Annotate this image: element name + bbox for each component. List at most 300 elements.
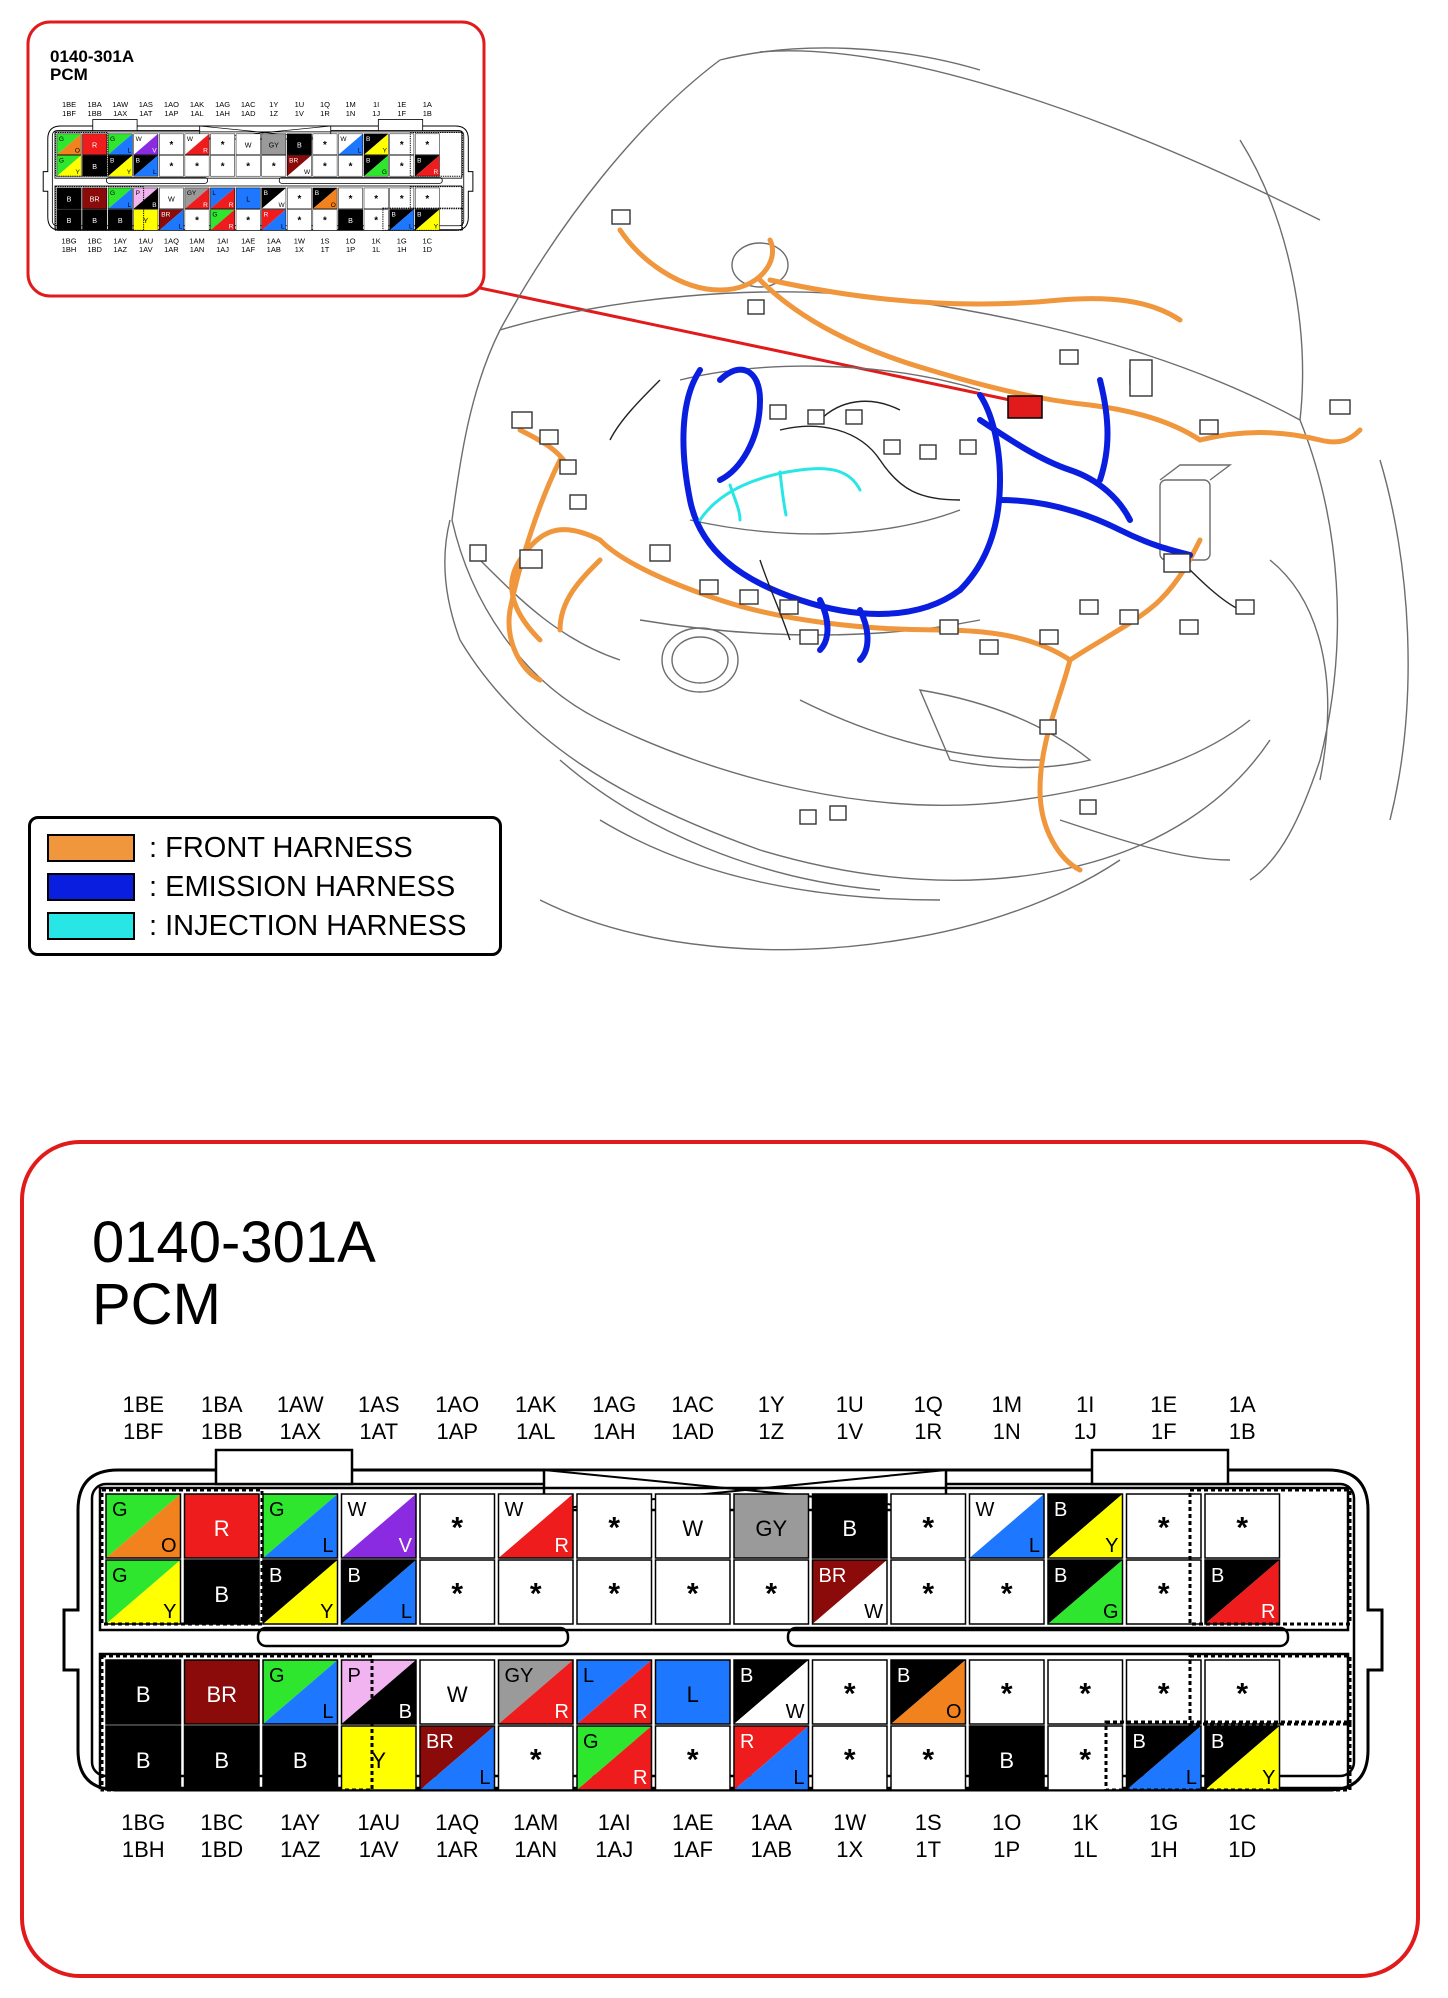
pin-star: * <box>1236 1511 1249 1545</box>
pin-cell <box>656 1660 731 1724</box>
pin-number-bottom: 1AV <box>139 245 153 255</box>
vehicle-outline <box>445 48 1408 950</box>
pin-stripe-label: B <box>152 201 157 209</box>
pin-number-top: 1V <box>836 1419 864 1444</box>
pin-number-top: 1Q <box>913 1392 943 1417</box>
pin-star: * <box>169 140 174 152</box>
pin-number-top: 1BE <box>61 100 77 110</box>
pin-number-bottom: 1AV <box>358 1837 399 1862</box>
pin-star: * <box>323 161 327 173</box>
pin-cell <box>185 1494 260 1558</box>
pin-star: * <box>220 140 225 152</box>
pin-main-label: G <box>269 1665 285 1687</box>
pin-color-label: L <box>246 195 251 204</box>
pin-number-bottom: 1AI <box>597 1810 631 1835</box>
legend-label-injection: : INJECTION HARNESS <box>149 909 467 942</box>
pin-number-bottom: 1D <box>1228 1837 1257 1862</box>
pin-main-label: BR <box>426 1731 454 1753</box>
pin-color-label: B <box>214 1582 230 1608</box>
pin-star: * <box>220 161 225 173</box>
pin-star: * <box>922 1577 935 1611</box>
pin-number-bottom: 1T <box>320 245 330 255</box>
pin-cell <box>108 188 132 209</box>
pin-cell <box>210 188 234 209</box>
pin-cell <box>499 1560 574 1624</box>
pin-stripe-label: R <box>554 1535 569 1557</box>
pin-cell <box>364 134 388 155</box>
pin-color-label: GY <box>755 1516 788 1542</box>
pin-number-top: 1AT <box>359 1419 399 1444</box>
pin-cell <box>159 188 183 209</box>
pin-color-label: B <box>117 217 123 226</box>
pin-number-bottom: 1O <box>345 236 356 246</box>
pin-cell <box>734 1660 809 1724</box>
pin-number-bottom: 1T <box>915 1837 942 1862</box>
pin-cell <box>134 188 158 209</box>
pin-number-bottom: 1AF <box>241 245 256 255</box>
pin-stripe-label: O <box>74 147 80 155</box>
pin-cell <box>813 1494 888 1558</box>
pin-cell <box>236 209 260 230</box>
pin-main-label: B <box>347 1565 361 1587</box>
pin-number-top: 1F <box>1150 1419 1177 1444</box>
pin-stripe-label: R <box>633 1701 648 1723</box>
pin-star: * <box>922 1511 935 1545</box>
pin-number-top: 1Y <box>757 1392 785 1417</box>
pin-cell <box>1048 1660 1123 1724</box>
latch-right <box>378 119 422 130</box>
pin-cell <box>108 155 132 176</box>
pin-cell <box>108 134 132 155</box>
pin-cell <box>970 1660 1045 1724</box>
pin-cell <box>106 1494 181 1558</box>
pin-number-top: 1AW <box>112 100 129 110</box>
pin-number-bottom: 1AR <box>164 245 179 255</box>
pin-stripe-label: Y <box>1105 1535 1119 1557</box>
pin-cell <box>1205 1660 1280 1724</box>
pin-number-bottom: 1AI <box>216 236 229 246</box>
pin-number-top: 1Y <box>269 100 279 110</box>
pin-number-top: 1J <box>372 108 381 118</box>
pin-cell <box>57 188 81 209</box>
pin-cell <box>891 1494 966 1558</box>
pin-number-bottom: 1BC <box>87 236 102 246</box>
pin-number-top: 1E <box>1150 1392 1178 1417</box>
pin-color-label: B <box>92 217 98 226</box>
pin-cell <box>577 1560 652 1624</box>
pin-number-bottom: 1L <box>1073 1837 1098 1862</box>
pin-number-bottom: 1BG <box>61 236 77 246</box>
pin-main-label: BR <box>818 1565 847 1587</box>
pin-number-bottom: 1H <box>396 245 407 255</box>
pin-cell <box>415 188 439 209</box>
pin-star: * <box>922 1743 935 1777</box>
pin-number-top: 1F <box>397 108 407 118</box>
pin-stripe-label: Y <box>163 1601 177 1623</box>
pin-main-label: R <box>263 211 269 219</box>
pin-star: * <box>451 1577 464 1611</box>
pin-number-top: 1AK <box>514 1392 557 1417</box>
pin-number-top: 1BE <box>122 1392 165 1417</box>
pin-number-top: 1BF <box>123 1419 164 1444</box>
pin-color-label: B <box>292 1748 308 1774</box>
pin-cell <box>262 134 286 155</box>
pin-cell <box>287 209 311 230</box>
pin-cell <box>287 155 311 176</box>
pin-number-bottom: 1S <box>914 1810 942 1835</box>
pin-number-top: 1M <box>991 1392 1023 1417</box>
pin-stripe-label: O <box>330 201 336 209</box>
pin-cell <box>1205 1560 1280 1624</box>
pin-number-bottom: 1AA <box>266 236 281 246</box>
pin-number-bottom: 1AU <box>138 236 154 246</box>
pin-number-top: 1AC <box>671 1392 715 1417</box>
pin-cell <box>263 1726 338 1790</box>
pin-main-label: B <box>365 135 371 143</box>
pin-cell <box>313 188 337 209</box>
pin-cell <box>364 188 388 209</box>
pin-cell <box>263 1494 338 1558</box>
pin-cell <box>342 1726 417 1790</box>
pin-number-top: 1A <box>1228 1392 1256 1417</box>
pin-number-top: 1BF <box>62 108 76 118</box>
pin-cell <box>210 209 234 230</box>
pin-star: * <box>374 215 379 227</box>
pin-number-top: 1I <box>373 100 380 110</box>
legend-item-front <box>47 833 413 863</box>
pin-star: * <box>374 194 379 206</box>
pin-cell <box>1205 1494 1280 1558</box>
pin-star: * <box>399 140 404 152</box>
pin-cell <box>313 209 337 230</box>
pin-number-top: 1AP <box>436 1419 479 1444</box>
pin-main-label: W <box>975 1499 995 1521</box>
pin-number-bottom: 1C <box>422 236 433 246</box>
pin-main-label: L <box>583 1665 595 1687</box>
pin-star: * <box>1157 1577 1170 1611</box>
pin-cell <box>236 155 260 176</box>
pin-star: * <box>1000 1677 1013 1711</box>
pin-stripe-label: R <box>554 1701 569 1723</box>
pin-main-label: B <box>1132 1731 1146 1753</box>
pcm-location-marker <box>1008 396 1042 418</box>
pin-stripe-label: Y <box>433 223 439 231</box>
connector-name: PCM <box>92 1272 221 1337</box>
pin-cell <box>734 1560 809 1624</box>
pin-star: * <box>399 161 404 173</box>
pin-cell <box>891 1726 966 1790</box>
pin-cell <box>734 1726 809 1790</box>
pin-cell <box>134 134 158 155</box>
pin-stripe-label: L <box>127 201 132 209</box>
pin-number-top: 1BB <box>87 108 102 118</box>
inset-connector-name: PCM <box>50 65 88 84</box>
pin-number-top: 1U <box>294 100 305 110</box>
pin-star: * <box>297 215 302 227</box>
pin-cell <box>185 209 209 230</box>
pin-color-label: W <box>168 195 175 204</box>
pin-number-top: 1E <box>397 100 407 110</box>
pin-star: * <box>686 1577 699 1611</box>
pin-main-label: B <box>314 190 320 198</box>
pin-cell <box>185 134 209 155</box>
pin-color-label: B <box>296 141 302 150</box>
pin-color-label: B <box>92 163 98 172</box>
pin-cell <box>970 1494 1045 1558</box>
emission-harness-swatch <box>47 873 135 901</box>
pin-number-top: 1R <box>914 1419 943 1444</box>
pin-stripe-label: O <box>160 1535 177 1557</box>
pin-number-top: 1AC <box>240 100 256 110</box>
pin-cell <box>57 134 81 155</box>
pin-stripe-label: G <box>381 169 387 177</box>
pin-number-top: 1AS <box>357 1392 400 1417</box>
pin-main-label: G <box>110 135 116 143</box>
pin-color-label: GY <box>268 141 279 150</box>
pin-cell <box>57 209 81 230</box>
pin-cell <box>342 1660 417 1724</box>
pin-number-top: 1U <box>835 1392 864 1417</box>
pin-main-label: B <box>110 157 115 165</box>
pin-cell <box>82 134 106 155</box>
pin-main-label: B <box>365 157 371 165</box>
pin-star: * <box>1000 1577 1013 1611</box>
pin-stripe-label: Y <box>1262 1767 1276 1789</box>
pin-stripe-label: R <box>1261 1601 1276 1623</box>
pin-stripe-label: V <box>152 147 157 155</box>
pin-cell <box>891 1660 966 1724</box>
pin-number-bottom: 1K <box>371 236 381 246</box>
pin-star: * <box>169 161 174 173</box>
pin-cell <box>577 1660 652 1724</box>
injection-harness-swatch <box>47 912 135 940</box>
pin-star: * <box>348 161 353 173</box>
pin-star: * <box>425 194 430 206</box>
pin-main-label: G <box>583 1731 599 1753</box>
pin-number-top: 1BA <box>200 1392 243 1417</box>
pin-number-bottom: 1BD <box>200 1837 244 1862</box>
pin-stripe-label: L <box>153 169 157 177</box>
pin-main-label: R <box>740 1731 755 1753</box>
pin-cell <box>656 1560 731 1624</box>
pin-stripe-label: Y <box>75 169 80 177</box>
pin-number-bottom: 1AY <box>280 1810 321 1835</box>
pin-main-label: B <box>1211 1731 1225 1753</box>
pin-number-top: 1AW <box>276 1392 324 1417</box>
pin-color-label: R <box>92 141 98 150</box>
pin-star: * <box>843 1677 856 1711</box>
pin-stripe-label: Y <box>126 169 132 177</box>
pin-stripe-label: L <box>178 223 183 231</box>
pin-color-label: R <box>213 1516 230 1542</box>
pin-cell <box>106 1660 181 1724</box>
pin-main-label: B <box>269 1565 283 1587</box>
pin-star: * <box>271 161 276 173</box>
pin-cell <box>159 209 183 230</box>
pin-number-top: 1B <box>422 108 432 118</box>
pin-cell <box>106 1560 181 1624</box>
pin-star: * <box>529 1577 542 1611</box>
pin-number-bottom: 1AF <box>672 1837 713 1862</box>
latch-left <box>93 119 137 130</box>
pin-number-bottom: 1G <box>1149 1810 1179 1835</box>
pin-color-label: Y <box>371 1748 387 1774</box>
pin-star: * <box>246 161 251 173</box>
pin-stripe-label: R <box>203 201 208 209</box>
pin-cell <box>342 1494 417 1558</box>
pin-main-label: GY <box>504 1665 534 1687</box>
pin-cell <box>134 209 158 230</box>
pin-number-top: 1Z <box>269 108 279 118</box>
pin-star: * <box>686 1743 699 1777</box>
pin-cell <box>287 188 311 209</box>
pin-number-top: 1A <box>422 100 432 110</box>
pin-cell <box>82 209 106 230</box>
pin-color-label: B <box>135 1748 151 1774</box>
pin-color-label: Y <box>143 217 149 226</box>
pin-cell <box>262 209 286 230</box>
pin-number-bottom: 1S <box>320 236 330 246</box>
pin-star: * <box>765 1577 778 1611</box>
pin-stripe-label: O <box>945 1701 962 1723</box>
harness-legend <box>28 816 502 956</box>
pin-main-label: G <box>110 190 116 198</box>
pin-star: * <box>297 194 302 206</box>
pin-color-label: B <box>66 217 72 226</box>
pin-star: * <box>608 1511 621 1545</box>
pin-main-label: BR <box>161 211 171 219</box>
pin-stripe-label: R <box>633 1767 648 1789</box>
pin-cell <box>57 155 81 176</box>
pin-number-bottom: 1BH <box>61 245 77 255</box>
pin-number-top: 1I <box>1076 1392 1095 1417</box>
pin-stripe-label: L <box>793 1767 805 1789</box>
pin-number-bottom: 1O <box>992 1810 1022 1835</box>
pin-cell <box>338 209 362 230</box>
pin-number-bottom: 1D <box>422 245 433 255</box>
pin-number-bottom: 1BD <box>87 245 102 255</box>
latch-left <box>216 1450 352 1484</box>
pin-main-label: W <box>135 135 142 143</box>
pin-star: * <box>323 140 327 152</box>
legend-label-front: : FRONT HARNESS <box>149 831 413 864</box>
pin-cell <box>185 1726 260 1790</box>
pin-cell <box>813 1726 888 1790</box>
pin-star: * <box>399 194 404 206</box>
pin-number-top: 1AS <box>138 100 153 110</box>
pin-star: * <box>529 1743 542 1777</box>
pin-cell <box>159 134 183 155</box>
pin-cell <box>82 155 106 176</box>
pin-number-top: 1AH <box>215 108 230 118</box>
inset-connector-code: 0140-301A <box>50 47 135 66</box>
pin-stripe-label: W <box>864 1601 883 1623</box>
pin-number-bottom: 1H <box>1149 1837 1178 1862</box>
pin-color-label: W <box>682 1516 704 1542</box>
pin-number-bottom: 1P <box>345 245 356 255</box>
pin-cell <box>734 1494 809 1558</box>
pin-star: * <box>1157 1511 1170 1545</box>
pin-cell <box>263 1560 338 1624</box>
pin-stripe-label: W <box>278 201 285 209</box>
pin-main-label: B <box>1211 1565 1225 1587</box>
pin-star: * <box>1236 1677 1249 1711</box>
pin-number-bottom: 1AZ <box>280 1837 321 1862</box>
pin-color-label: W <box>244 141 252 150</box>
pin-number-top: 1Z <box>758 1419 785 1444</box>
pin-main-label: BR <box>289 157 299 165</box>
pin-cell <box>1048 1560 1123 1624</box>
front-harness <box>509 230 1360 870</box>
pin-number-top: 1AP <box>164 108 179 118</box>
pin-cell <box>287 134 311 155</box>
pin-main-label: G <box>212 211 218 219</box>
pin-cell <box>342 1560 417 1624</box>
pin-cell <box>364 209 388 230</box>
pin-star: * <box>1157 1677 1170 1711</box>
pin-number-bottom: 1AE <box>671 1810 714 1835</box>
pin-cell <box>106 1726 181 1790</box>
pin-number-top: 1BA <box>87 100 102 110</box>
pin-cell <box>415 209 439 230</box>
pin-cell <box>577 1494 652 1558</box>
pin-number-top: 1R <box>320 108 330 118</box>
pin-number-bottom: 1AM <box>513 1810 559 1835</box>
pin-cell <box>420 1660 495 1724</box>
pin-star: * <box>451 1511 464 1545</box>
pin-main-label: B <box>417 157 422 165</box>
pin-stripe-label: L <box>280 223 285 231</box>
pin-number-bottom: 1AY <box>113 236 128 246</box>
pin-number-top: 1AO <box>163 100 179 110</box>
pin-star: * <box>1079 1743 1092 1777</box>
pin-main-label: B <box>391 211 396 219</box>
pin-cell <box>499 1660 574 1724</box>
pin-color-label: B <box>66 195 72 204</box>
pin-stripe-label: W <box>304 169 311 177</box>
pin-cell <box>420 1494 495 1558</box>
pin-cell <box>210 134 234 155</box>
pin-main-label: B <box>417 211 422 219</box>
pin-stripe-label: L <box>357 147 362 155</box>
pin-cell <box>313 134 337 155</box>
pin-stripe-label: R <box>228 223 234 231</box>
pin-cell <box>210 155 234 176</box>
pin-cell <box>656 1726 731 1790</box>
emission-harness <box>683 370 1190 660</box>
pin-main-label: G <box>269 1499 285 1521</box>
pin-number-bottom: 1AN <box>514 1837 558 1862</box>
pin-stripe-label: L <box>322 1535 334 1557</box>
pin-color-label: B <box>214 1748 230 1774</box>
pin-main-label: G <box>112 1499 128 1521</box>
pin-number-bottom: 1BG <box>121 1810 166 1835</box>
pin-cell <box>390 209 414 230</box>
pin-cell <box>415 155 439 176</box>
pin-number-top: 1AL <box>190 108 204 118</box>
pin-number-bottom: 1P <box>993 1837 1021 1862</box>
pin-main-label: P <box>347 1665 361 1687</box>
misc-wiring <box>610 380 1240 640</box>
legend-item-injection <box>47 911 466 941</box>
pin-color-label: B <box>842 1516 858 1542</box>
pin-number-top: 1AX <box>279 1419 322 1444</box>
pin-number-bottom: 1AQ <box>163 236 179 246</box>
pin-number-top: 1B <box>1228 1419 1256 1444</box>
pin-star: * <box>323 215 327 227</box>
pin-color-label: B <box>999 1748 1015 1774</box>
pin-main-label: B <box>263 190 268 198</box>
